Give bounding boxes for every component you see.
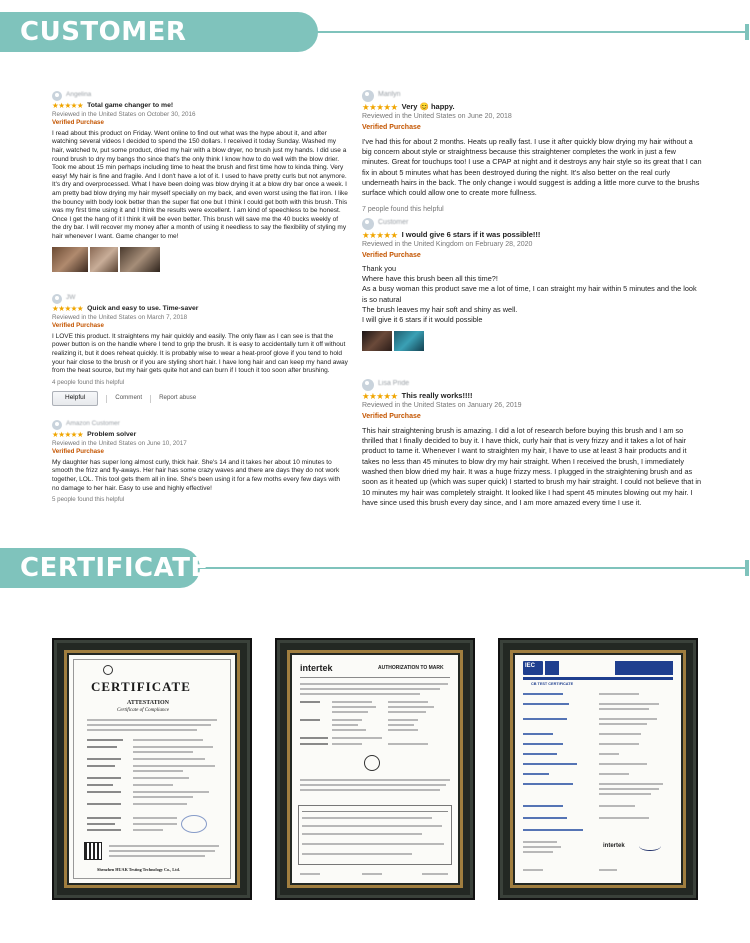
review-line: I will give it 6 stars if it would possible bbox=[362, 315, 483, 325]
certificate-document bbox=[69, 655, 235, 883]
review-card bbox=[52, 90, 348, 272]
avatar bbox=[52, 91, 62, 101]
review-date: Reviewed in the United Kingdom on February 28, 2020 bbox=[362, 241, 533, 249]
review-title[interactable]: Total game changer to me! bbox=[87, 102, 174, 109]
star-rating: ★★★★★ bbox=[362, 102, 398, 112]
certificate-name: CERTIFICATE bbox=[91, 679, 191, 694]
verified-purchase-badge: Verified Purchase bbox=[52, 448, 104, 456]
qr-code-icon bbox=[85, 843, 101, 859]
star-rating: ★★★★★ bbox=[362, 391, 398, 401]
avatar bbox=[362, 90, 374, 102]
review-photos bbox=[52, 247, 348, 272]
review-photos bbox=[362, 331, 702, 351]
certificate-subheading: Certificate of Compliance bbox=[117, 708, 169, 713]
review-body: My daughter has super long almost curly, thick hair. She's 14 and it takes her about 10 minutes to smooth the frizz and fly-aways. Her hair has some crazy waves and there are days they do not work together, LOL. This tool gets them all in line. She's been using it for a few moths every few days with no damage to her hair. Easy to use and highly effective! bbox=[52, 458, 340, 492]
banner-rule bbox=[185, 567, 745, 569]
certificate-frame[interactable] bbox=[52, 638, 252, 900]
review-card bbox=[52, 293, 348, 406]
banner-rule-end bbox=[745, 560, 749, 576]
section-title: CUSTOMER FEEDBACK bbox=[0, 12, 318, 52]
review-title[interactable]: I would give 6 stars if it was possible!!! bbox=[401, 230, 541, 239]
helpful-count: 5 people found this helpful bbox=[52, 496, 125, 504]
report-abuse-link[interactable]: Report abuse bbox=[159, 394, 197, 402]
divider bbox=[106, 395, 107, 403]
review-card bbox=[52, 419, 348, 505]
star-rating: ★★★★★ bbox=[52, 304, 84, 313]
review-title[interactable]: Problem solver bbox=[87, 431, 137, 438]
review-date: Reviewed in the United States on June 20, 2018 bbox=[362, 113, 512, 121]
review-photo[interactable] bbox=[120, 247, 160, 272]
review-title[interactable]: Quick and easy to use. Time-saver bbox=[87, 305, 199, 312]
review-date: Reviewed in the United States on October 30, 2016 bbox=[52, 110, 196, 118]
certificate-footer: Shenzhen HUAK Testing Technology Co., Ltd. bbox=[97, 867, 180, 872]
divider bbox=[150, 395, 151, 403]
review-date: Reviewed in the United States on June 10, 2017 bbox=[52, 439, 187, 447]
verified-purchase-badge: Verified Purchase bbox=[362, 251, 421, 259]
section-title: CERTIFICATE bbox=[0, 548, 200, 588]
review-body: I LOVE this product. It straightens my hair quickly and easily. The only flaw as I can see is that the power button is on the handle where I tend to grip the brush. It is easy to accidentally turn it off without realizing it, but it does reheat quickly. It is probably wise to wear a heat-proof glove if you tend to hold your hair close to the brush or if you are styling short hair. I have long hair and can keep my hand away from the heat source, but my hair gets quite hot and can burn if I touch it too soon after brushing. bbox=[52, 332, 348, 375]
certificate-frame[interactable] bbox=[275, 638, 475, 900]
review-line: The brush leaves my hair soft and shiny as well. bbox=[362, 305, 518, 315]
review-line: Where have this brush been all this time?! bbox=[362, 274, 498, 284]
banner-rule bbox=[300, 31, 745, 33]
stamp-icon bbox=[181, 815, 207, 833]
star-rating: ★★★★★ bbox=[362, 230, 398, 240]
review-actions bbox=[52, 391, 348, 406]
helpful-count: 7 people found this helpful bbox=[362, 205, 444, 213]
review-date: Reviewed in the United States on January 26, 2019 bbox=[362, 402, 522, 410]
review-body bbox=[362, 264, 702, 326]
review-card bbox=[362, 218, 702, 351]
helpful-button[interactable]: Helpful bbox=[52, 391, 98, 406]
review-title[interactable]: This really works!!!! bbox=[401, 391, 473, 400]
review-photo[interactable] bbox=[52, 247, 88, 272]
review-photo[interactable] bbox=[362, 331, 392, 351]
signature-icon bbox=[639, 841, 661, 851]
reviewer-name[interactable]: Amazon Customer bbox=[66, 420, 120, 428]
verified-purchase-badge: Verified Purchase bbox=[52, 119, 104, 127]
helpful-count: 4 people found this helpful bbox=[52, 378, 125, 386]
avatar bbox=[52, 294, 62, 304]
verified-purchase-badge: Verified Purchase bbox=[362, 412, 421, 420]
avatar bbox=[362, 218, 374, 230]
review-card bbox=[362, 90, 702, 215]
review-body: This hair straightening brush is amazing. I did a lot of research before buying this brush and I am so thrilled that I finally decided to buy it. I have thick, curly hair that is very frizzy and it takes a lot of hair product to tame it. Whenever I want to straighten my hair, I have to use at least 3 hair products and it takes no less than 45 minutes to blow dry my hair straight. When I received the brush, I immediately washed then blow dried my hair. It was a huge frizzy mess. I plugged in the straightening brush and as soon as it heated up (which was super quick) I started to brush my hair straight. I could not believe that in 10 minutes my hair was completely straight. It looked like I had spent 45 minutes blowing out my hair. I have since used this brush every day since, and I am more amazed every time I use it. bbox=[362, 425, 702, 507]
review-card bbox=[362, 379, 702, 508]
certificate-banner bbox=[0, 548, 750, 588]
reviewer-name[interactable]: Customer bbox=[378, 219, 409, 227]
star-rating: ★★★★★ bbox=[52, 101, 84, 110]
review-photo[interactable] bbox=[394, 331, 424, 351]
certificate-frame[interactable] bbox=[498, 638, 698, 900]
verified-purchase-badge: Verified Purchase bbox=[52, 322, 104, 330]
review-line: As a busy woman this product save me a lot of time, I can straight my hair within 5 minutes and the look is so natural bbox=[362, 284, 697, 304]
avatar bbox=[362, 379, 374, 391]
certificate-name: intertek bbox=[300, 663, 333, 673]
certificate-name: IEC bbox=[525, 663, 536, 669]
review-body: I've had this for about 2 months. Heats up really fast. I use it after quickly blow drying my hair without a big concern about style or straightness because this straightener completes the work in just a few minutes. Great for touchups too! I use a CPAP at night and it destroys any hair style so its great that I can fix in about 5 minutes what has been destroyed during the night. It's also better on the real curly underneath hairs in the back. The only change i would suggest is adding a little more curve to the brushs surface which could allow one to create more fullness. bbox=[362, 136, 702, 198]
logo-icon bbox=[103, 665, 113, 675]
reviewer-name[interactable]: Angelina bbox=[66, 91, 92, 99]
review-body: I read about this product on Friday. Went online to find out what was the hype about it, and after watching several videos I decided to spend the 150 dollars. I received it today Sunday. Washed my hair, watched tv, put some product, dried my hair with a blow dryer, no brush just my hands. I did use a round brush to dry my bangs tho since that's the only think I know how to do well with the blow drier. Took me about 15 min perhaps including time to heat the brush and first time how to kinda thing. Very easy! My hair is fine and fragile. And I don't have a lot of it. I used to have pretty curls but not anymore. It's dry and overprocessed. What I have been doing was blow drying it at a blow dry bar once a week. I am pretty bad blow drying my hair myself specially on my back, and even worst using the flat iron. I like the bouncy with body look better than the super flat one but I think I could get both with this brush. This was my first time using it and I think the results were excellent. I am kind of speechless to be honest. Once I get the hang of it I think it will be even better. This brush will save me the 40 bucks weekly of the dry bar. I will recover my money after a month of using it needless to say the flexibility of styling my hair whenever I want. Game changer to me! bbox=[52, 129, 348, 240]
certificate-document bbox=[515, 655, 681, 883]
reviewer-name[interactable]: Marilyn bbox=[378, 91, 401, 99]
reviewer-name[interactable]: Lisa Pride bbox=[378, 380, 410, 388]
certificate-heading: ATTESTATION bbox=[127, 700, 170, 706]
review-line: Thank you bbox=[362, 263, 397, 273]
comment-link[interactable]: Comment bbox=[115, 394, 143, 402]
customer-feedback-banner bbox=[0, 12, 750, 87]
certificate-document bbox=[292, 655, 458, 883]
avatar bbox=[52, 420, 62, 430]
certificate-footer: intertek bbox=[603, 843, 625, 849]
reviewer-name[interactable]: JW bbox=[66, 294, 76, 302]
certification-mark-icon bbox=[364, 755, 380, 771]
certificate-heading: AUTHORIZATION TO MARK bbox=[378, 665, 444, 671]
banner-rule-end bbox=[745, 24, 749, 40]
star-rating: ★★★★★ bbox=[52, 430, 84, 439]
review-photo[interactable] bbox=[90, 247, 118, 272]
review-title[interactable]: Very 😊 happy. bbox=[401, 102, 455, 111]
certificate-heading: CB TEST CERTIFICATE bbox=[531, 682, 574, 686]
verified-purchase-badge: Verified Purchase bbox=[362, 123, 421, 131]
cb-scheme-logo-icon bbox=[545, 661, 559, 675]
review-date: Reviewed in the United States on March 7, 2018 bbox=[52, 313, 188, 321]
